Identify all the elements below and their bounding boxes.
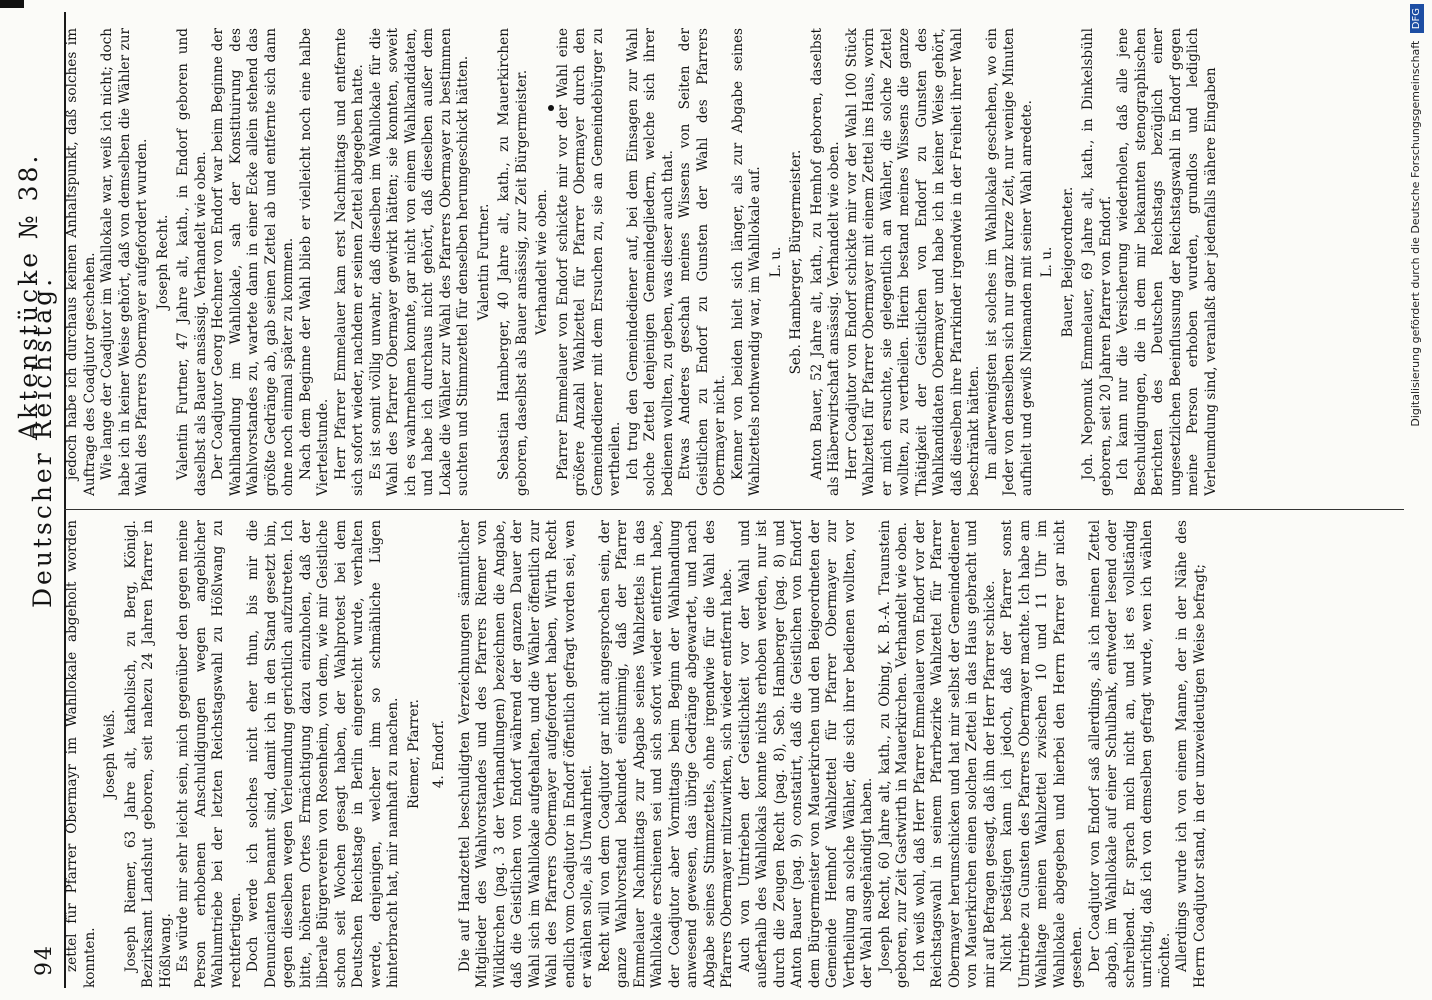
paragraph: Recht will von dem Coadjutor gar nicht angesprochen sein, der ganze Wahlvorstand bekundet einstimmig, daß der Pfarrer Emmelauer Nachmittags zur Abgabe seines Wahlzettels in das Wahllokale erschienen sei und sich sofort wieder entfernt habe, der Coadjutor aber Vormittags beim Beginn der Wahlhandlung anwesend gewesen, das übrige Gedränge abgewartet, und nach Abgabe seines Stimmzettels, ohne irgendwie für die Wahl des Pfarrers Obermayer mitzuwirken, sich wieder entfernt habe. <box>596 520 735 988</box>
signature: L. u. <box>767 246 784 278</box>
paragraph: Nach dem Beginne der Wahl blieb er vielleicht noch eine halbe Viertelstunde. <box>297 28 331 496</box>
paragraph: Etwas Anderes geschah meines Wissens von Seiten der Geistlichen zu Endorf zu Gunsten der Wahl des Pfarrers Obermayer nicht. <box>677 28 728 496</box>
paragraph: Joseph Recht, 60 Jahre alt, kath., zu Obing, K. B.-A. Traunstein geboren, zur Zeit Gastwirth in Mauerkirchen. Verhandelt wie oben. <box>876 520 910 988</box>
digitization-credit <box>1403 0 1429 1000</box>
paragraph: Joseph Riemer, 63 Jahre alt, katholisch, zu Berg, Königl. Bezirksamt Landshut geboren, seit nahezu 24 Jahren Pfarrer in Hößlwang. <box>122 520 174 988</box>
signature: Bauer, Beigeordneter. <box>1059 186 1076 338</box>
paragraph: Die auf Handzettel beschuldigten Verzeichnungen sämmtlicher Mitglieder des Wahlvorstandes und des Pfarrers Riemer von Wildkirchen (pag. 3 der Verhandlungen) bezeichnen die Angabe, daß die Geistlichen von Endorf während der ganzen Dauer der Wahl sich im Wahllokale aufgehalten, und die Wähler öffentlich zur Wahl des Pfarrers Obermayer aufgefordert haben, Wirth Recht endlich vom Coadjutor in Endorf öffentlich gefragt worden sei, wen er wählen solle, als Unwahrheit. <box>456 520 595 988</box>
paragraph: Es ist somit völlig unwahr, daß dieselben im Wahllokale für die Wahl des Pfarrer Obermayer gewirkt hätten; sie konnten, soweit ich es wahrnehmen konnte, gar nicht von einem Wahlkandidaten, und habe ich durchaus nicht gehört, daß dieselben außer dem Lokale die Wähler zur Wahl des Pfarrers Obermayer zu bestimmen suchten und Stimmzettel für denselben herumgeschickt hätten. <box>367 28 471 496</box>
signature: Valentin Furtner. <box>475 203 492 321</box>
paragraph: Doch werde ich solches nicht eher thun, bis mir die Denuncianten benannt sind, damit ich in den Stand gesetzt bin, gegen dieselben wegen Verleumdung gerichtlich aufzutreten. Ich bitte, höheren Ortes Ermächtigung dazu einzuholen, daß der liberale Bürgerverein von Rosenheim, von dem, wie mir Geistliche schon seit Wochen gesagt haben, der Wahlprotest bei dem Deutschen Reichstage in Berlin eingereicht wurde, verhalten werde, denjenigen, welcher ihm so schmähliche Lügen hinterbracht hat, mir namhaft zu machen. <box>245 520 401 988</box>
paragraph: Kenner von beiden hielt sich länger, als zur Abgabe seines Wahlzettels nothwendig war, im Wahllokale auf. <box>729 28 763 496</box>
paragraph: Sebastian Hamberger, 40 Jahre alt, kath., zu Mauerkirchen geboren, daselbst als Bauer ansässig, zur Zeit Bürgermeister. <box>496 28 530 496</box>
paragraph: Anton Bauer, 52 Jahre alt, kath., zu Hemhof geboren, daselbst als Häberwirtschaft ansässig. Verhandelt wie oben. <box>808 28 842 496</box>
paragraph: Auch von Umtrieben der Geistlichkeit vor der Wahl und außerhalb des Wahllokals konnte nichts erhoben werden, nur ist durch die Zeugen Recht (pag. 8), Seb. Hamberger (pag. 8) und Anton Bauer (pag. 9) constatirt, daß die Geistlichen von Endorf dem Bürgermeister von Mauerkirchen und den Beigeordneten der Gemeinde Hemhof Wahlzettel für Pfarrer Obermayer zur Vertheilung an solche Wähler, die sich ihrer bedienen wollten, vor der Wahl ausgehändigt haben. <box>736 520 875 988</box>
left-column <box>64 520 1404 988</box>
digitization-sidebar <box>1403 0 1429 1000</box>
paragraph: Allerdings wurde ich von einem Manne, der in der Nähe des Herrn Coadjutor stand, in der unzweideutigen Weise befragt; <box>1174 520 1208 988</box>
signature: L. u. <box>1039 246 1055 278</box>
paragraph: Ich trug den Gemeindediener auf, bei dem Einsagen zur Wahl solche Zettel denjenigen Gemeindegliedern, welche sich ihrer bedienen wollten, zu geben, was dieser auch that. <box>624 28 676 496</box>
signature: Seb. Hamberger, Bürgermeister. <box>788 149 804 375</box>
right-running-title-header: Aktenstücke № 38. <box>14 152 43 440</box>
paragraph: Ich weiß wohl, daß Herr Pfarrer Emmelauer von Endorf vor der Reichstagswahl in seinem Pfarrbezirke Wahlzettel für Pfarrer Obermayer herumschicken und hat mir selbst der Gemeindediener von Mauerkirchen einen solchen Zettel in das Haus gebracht und mir auf Befragen gesagt, daß ihn der Herr Pfarrer schicke. <box>911 520 998 988</box>
paragraph: Ich kann nur die Versicherung wiederholen, daß alle jene Beschuldigungen, die in dem mir bekannten stenographischen Berichten des Deutschen Reichstags bezüglich einer ungesetzlichen Beeinflussung der Reichstagswahl in Endorf gegen meine Person erhoben wurden, grundlos und lediglich Verleumdung sind, veranlaßt aber jedenfalls nähere Eingaben <box>1115 28 1219 496</box>
text-columns <box>64 12 1432 988</box>
paragraph: Nicht bestätigen kann ich jedoch, daß der Pfarrer sonst Umtriebe zu Gunsten des Pfarrers Obermayer machte. Ich habe am Wahltage meinen Wahlzettel zwischen 10 und 11 Uhr im Wahllokale abgegeben und hierbei den Herrn Pfarrer gar nicht gesehen. <box>999 520 1085 988</box>
right-column <box>64 28 1404 496</box>
paragraph: Der Coadjutor Georg Hechner von Endorf war beim Beginne der Wahlhandlung im Wahllokale, sah der Konstituirung des Wahlvorstandes zu, wartete dann in einer Ecke allein stehend das größte Gedränge ab, gab seinen Zettel ab und entfernte sich dann ohne noch einmal später zu kommen. <box>210 28 296 496</box>
paragraph: Pfarrer Emmelauer von Endorf schickte mir vor der Wahl eine größere Anzahl Wahlzettel für Pfarrer Obermayer durch den Gemeindediener mit dem Ersuchen zu, sie an Gemeindebürger zu vertheilen. <box>554 28 623 496</box>
signature: Joseph Weiß. <box>102 709 118 799</box>
paragraph: Joh. Nepomuk Emmelauer, 69 Jahre alt, kath., in Dinkelsbühl geboren, seit 20 Jahren Pfarrer von Endorf. <box>1080 28 1114 496</box>
signature: Riemer, Pfarrer. <box>405 699 422 809</box>
note: Verhandelt wie oben. <box>534 189 550 335</box>
dfg-logo: DFG <box>1410 4 1424 33</box>
left-running-title: Deutscher Reichstag. <box>28 275 57 608</box>
signature: Joseph Recht. <box>154 214 171 310</box>
paragraph: Valentin Furtner, 47 Jahre alt, kath., in Endorf geboren und daselbst als Bauer ansässig. Verhandelt wie oben. <box>175 28 209 496</box>
section-heading: 4. Endorf. <box>431 719 447 789</box>
paragraph: Der Coadjutor von Endorf saß allerdings, als ich meinen Zettel abgab, im Wahllokale auf einer Schulbank, entweder lesend oder schreibend. Er sprach mich nicht an, und ist es vollständig unrichtig, daß ich von demselben gefragt wurde, wen ich wählen möchte. <box>1086 520 1173 988</box>
paragraph: Es würde mir sehr leicht sein, mich gegenüber den gegen meine Person erhobenen Anschuldigungen wegen angeblicher Wahlumtriebe bei der letzten Reichstagswahl zu Hößlwang zu rechtfertigen. <box>175 520 244 988</box>
paragraph: zettel für Pfarrer Obermayr im Wahllokale abgeholt worden konnten. <box>64 520 98 988</box>
column-divider <box>64 509 1404 510</box>
page-number: 94 <box>32 944 57 976</box>
digitization-note: Digitalisierung gefördert durch die Deutsche Forschungsgemeinschaft <box>1409 40 1422 427</box>
paragraph: Herr Coadjutor von Endorf schickte mir vor der Wahl 100 Stück Wahlzettel für Pfarrer Obermayer mit einem Zettel ins Haus, worin er mich ersuchte, sie gelegentlich an Wähler, die solche Zettel wollten, zu vertheilen. Hierin bestand meines Wissens die ganze Thätigkeit der Geistlichen von Endorf zu Gunsten des Wahlkandidaten Obermayer und habe ich in keiner Weise gehört, daß dieselben ihre Pfarrkinder irgendwie in der Freiheit ihrer Wahl beschränkt hätten. <box>843 28 982 496</box>
paragraph: jedoch habe ich durchaus keinen Anhaltspunkt, daß solches im Auftrage des Coadjutor geschehen. <box>64 28 98 496</box>
paragraph: Im allerwenigsten ist solches im Wahllokale geschehen, wo ein Jeder von denselben sich nur ganz kurze Zeit, nur wenige Minuten aufhielt und gewiß Niemanden mit seiner Wahl anredete. <box>983 28 1035 496</box>
paragraph: Herr Pfarrer Emmelauer kam erst Nachmittags und entfernte sich sofort wieder, nachdem er seinen Zettel abgegeben hatte. <box>332 28 366 496</box>
paragraph: Wie lange der Coadjutor im Wahllokale war, weiß ich nicht; doch habe ich in keiner Weise gehört, daß von demselben die Wähler zur Wahl des Pfarrers Obermayer aufgefordert wurden. <box>99 28 150 496</box>
